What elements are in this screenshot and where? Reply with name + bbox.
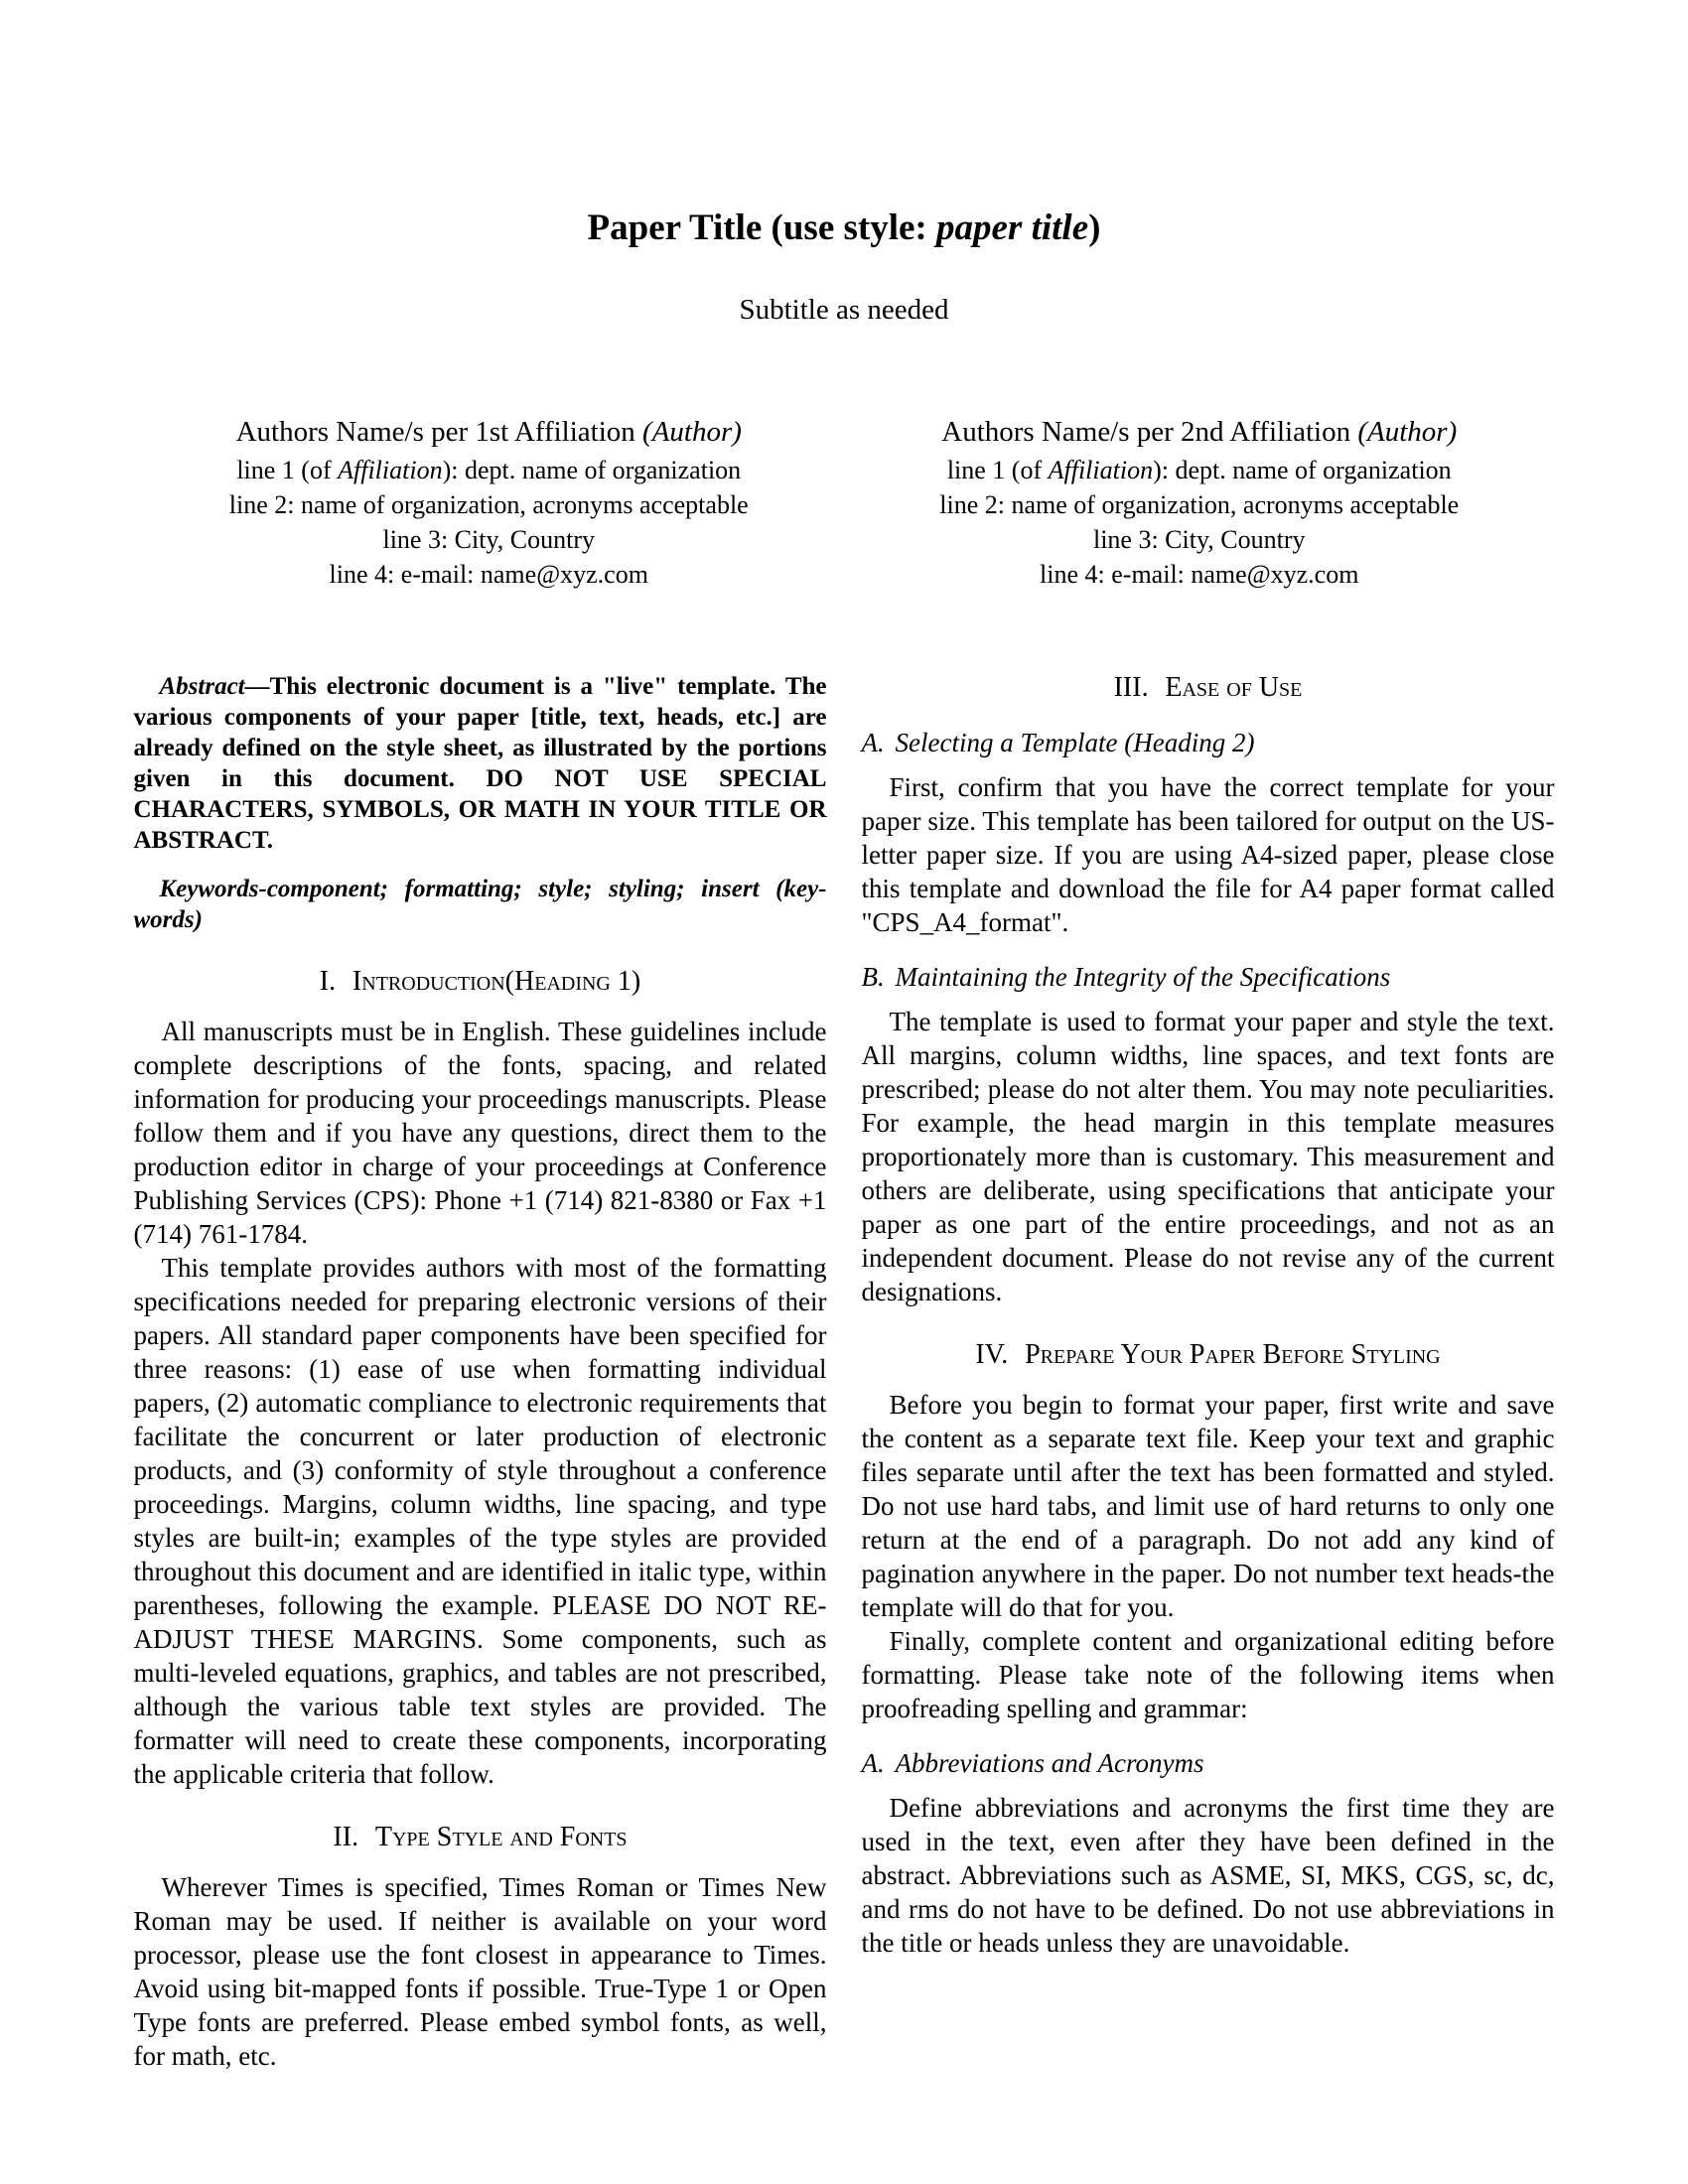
selecting-template-paragraph: First, confirm that you have the correct template for your paper size. This template has been tailored for output on the US-letter paper size. If you are using A4-sized paper, please close this template and download the file for A4 paper format called "CPS_A4_format". bbox=[861, 772, 1555, 937]
right-column bbox=[862, 671, 1555, 2073]
page-content bbox=[134, 0, 1555, 2073]
subsection-title: Maintaining the Integrity of the Specifications bbox=[895, 962, 1391, 992]
author-1-line-1-pre: line 1 (of bbox=[236, 456, 339, 484]
author-2-name bbox=[844, 411, 1555, 453]
author-2-name-text: Authors Name/s per 2nd Affiliation bbox=[941, 416, 1358, 448]
author-1-name bbox=[134, 411, 845, 453]
author-1-line-1 bbox=[134, 453, 845, 487]
subsection-letter: B. bbox=[861, 962, 885, 992]
section-title: Introduction(Heading 1) bbox=[352, 966, 641, 997]
introduction-paragraph-1: All manuscripts must be in English. These guidelines include complete descriptions of the fonts, spacing, and related information for producing your proceedings manuscripts. Please follow them and if you have any questions, direct them to the production editor in charge of your proceedings at Conference Publishing Services (CPS): Phone +1 (714) 821-8380 or Fax +1 (714) 761-1784. bbox=[133, 1017, 827, 1249]
author-1-line-1-post: ): dept. name of organization bbox=[442, 456, 742, 484]
paper-title-prefix: Paper Title (use style: bbox=[587, 207, 936, 248]
paper-title-emphasis: paper title bbox=[936, 207, 1089, 248]
subsection-letter: A. bbox=[861, 1748, 885, 1778]
section-heading-type-style bbox=[134, 1821, 827, 1854]
author-1-line-1-em: Affiliation bbox=[338, 456, 443, 484]
author-1-name-note: (Author) bbox=[642, 416, 742, 448]
section-number: I. bbox=[319, 966, 337, 997]
author-block-1 bbox=[134, 411, 845, 592]
type-style-paragraph: Wherever Times is specified, Times Roman or Times New Roman may be used. If neither is available on your word processor, please use the font closest in appearance to Times. Avoid using bit-mapped fonts if possible. True-Type 1 or Open Type fonts are preferred. Please embed symbol fonts, as well, for math, etc. bbox=[133, 1872, 827, 2071]
paper-title bbox=[134, 206, 1555, 250]
keywords: Keywords-component; formatting; style; styling; insert (key-words) bbox=[133, 876, 827, 933]
abstract-text: This electronic document is a "live" template. The various components of your paper [title, text, heads, etc.] are already defined on the style sheet, as illustrated by the portions given in this document. DO NOT USE SPECIAL CHARACTERS, SYMBOLS, OR MATH IN YOUR TITLE OR ABSTRACT. bbox=[133, 673, 827, 854]
abbreviations-paragraph: Define abbreviations and acronyms the first time they are used in the text, even after they have been defined in the abstract. Abbreviations such as ASME, SI, MKS, CGS, sc, dc, and rms do not have to be defined. Do not use abbreviations in the title or heads unless they are unavoidable. bbox=[861, 1793, 1555, 1958]
author-2-line-2: line 2: name of organization, acronyms acceptable bbox=[939, 490, 1460, 519]
author-2-line-3: line 3: City, Country bbox=[1092, 525, 1306, 554]
subsection-maintaining-integrity bbox=[862, 959, 1555, 995]
abstract-label: Abstract— bbox=[159, 673, 270, 700]
section-title: Ease of Use bbox=[1165, 672, 1303, 703]
section-number: III. bbox=[1113, 672, 1149, 703]
introduction-paragraph-2: This template provides authors with most of the formatting specifications needed for preparing electronic versions of their papers. All standard paper components have been specified for three reasons: (1) ease of use when formatting individual papers, (2) automatic compliance to electronic requirements that facilitate the concurrent or later production of electronic products, and (3) conformity of style throughout a conference proceedings. Margins, column widths, line spacing, and type styles are built-in; examples of the type styles are provided throughout this document and are identified in italic type, within parentheses, following the example. PLEASE DO NOT RE-ADJUST THESE MARGINS. Some components, such as multi-leveled equations, graphics, and tables are not prescribed, although the various table text styles are provided. The formatter will need to create these components, incorporating the applicable criteria that follow. bbox=[133, 1253, 827, 1789]
prepare-paper-paragraph-1: Before you begin to format your paper, first write and save the content as a separate text file. Keep your text and graphic files separate until after the text has been formatted and styled. Do not use hard tabs, and limit use of hard returns to only one return at the end of a paragraph. Do not add any kind of pagination anywhere in the paper. Do not number text heads-the template will do that for you. bbox=[861, 1390, 1555, 1622]
author-1-line-4: line 4: e-mail: name@xyz.com bbox=[329, 560, 648, 589]
author-2-line-1-em: Affiliation bbox=[1048, 456, 1154, 484]
maintaining-integrity-paragraph: The template is used to format your paper and style the text. All margins, column widths, line spaces, and text fonts are prescribed; please do not alter them. You may note peculiarities. For example, the head margin in this template measures proportionately more than is customary. This measurement and others are deliberate, using specifications that anticipate your paper as one part of the entire proceedings, and not as an independent document. Please do not revise any of the current designations. bbox=[861, 1007, 1555, 1306]
author-2-line-1-post: ): dept. name of organization bbox=[1153, 456, 1452, 484]
author-2-name-note: (Author) bbox=[1357, 416, 1458, 448]
abstract bbox=[134, 671, 827, 856]
section-heading-introduction bbox=[134, 965, 827, 999]
subsection-title: Abbreviations and Acronyms bbox=[895, 1748, 1204, 1778]
paper-subtitle: Subtitle as needed bbox=[739, 294, 949, 326]
subsection-title: Selecting a Template (Heading 2) bbox=[895, 728, 1255, 757]
author-1-line-3: line 3: City, Country bbox=[382, 525, 596, 554]
body-columns bbox=[134, 671, 1555, 2073]
subsection-letter: A. bbox=[861, 728, 885, 757]
author-2-line-1-pre: line 1 (of bbox=[946, 456, 1049, 484]
author-1-name-text: Authors Name/s per 1st Affiliation bbox=[235, 416, 643, 448]
section-title: Type Style and Fonts bbox=[374, 1822, 628, 1852]
paper-title-suffix: ) bbox=[1088, 207, 1101, 248]
section-heading-prepare-paper bbox=[862, 1338, 1555, 1372]
author-2-line-4: line 4: e-mail: name@xyz.com bbox=[1040, 560, 1359, 589]
author-2-line-1 bbox=[844, 453, 1555, 487]
subsection-selecting-template bbox=[862, 725, 1555, 760]
author-block-2 bbox=[844, 411, 1555, 592]
section-heading-ease-of-use bbox=[862, 671, 1555, 705]
left-column bbox=[134, 671, 827, 2073]
prepare-paper-paragraph-2: Finally, complete content and organizational editing before formatting. Please take note of the following items when proofreading spelling and grammar: bbox=[861, 1626, 1555, 1723]
subsection-abbreviations bbox=[862, 1745, 1555, 1781]
authors-row bbox=[134, 411, 1555, 592]
author-1-line-2: line 2: name of organization, acronyms acceptable bbox=[228, 490, 749, 519]
section-number: IV. bbox=[975, 1339, 1009, 1370]
section-title: Prepare Your Paper Before Styling bbox=[1025, 1339, 1441, 1370]
section-number: II. bbox=[333, 1822, 359, 1852]
